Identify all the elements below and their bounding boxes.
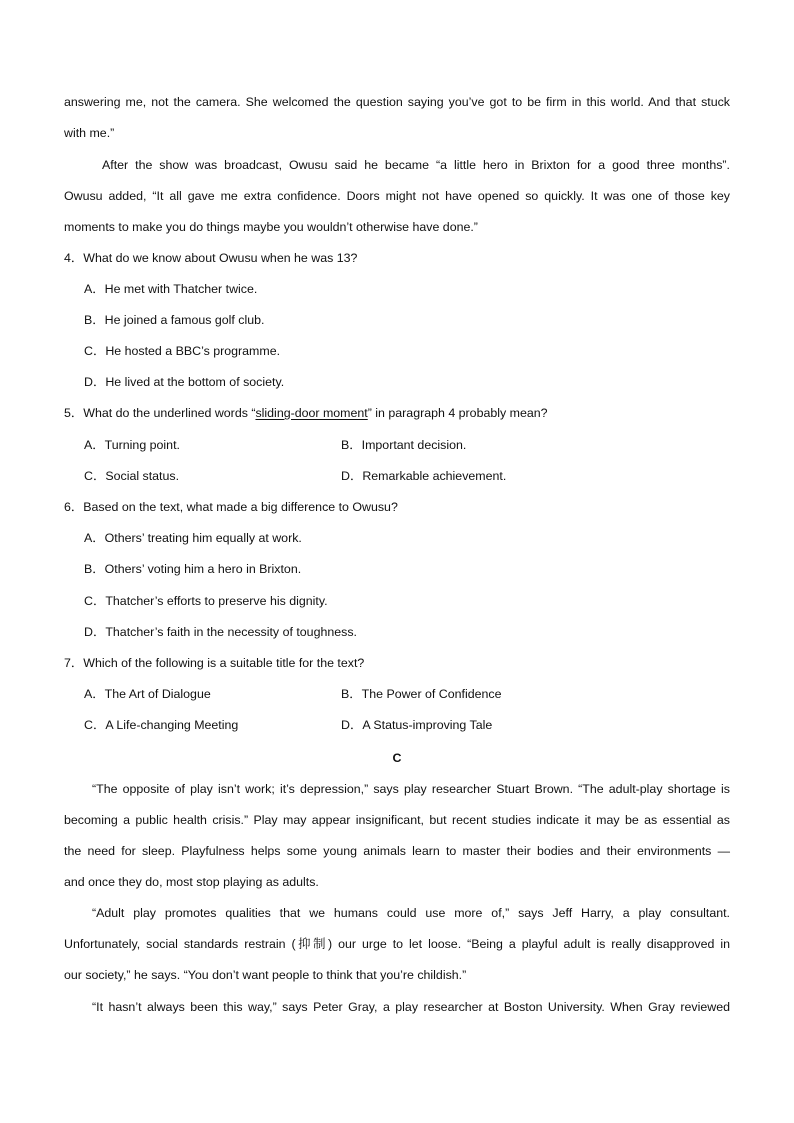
question-stem: 6．Based on the text, what made a big difference to Owusu? [64, 500, 398, 514]
question-stem: 5．What do the underlined words “sliding-door moment” in paragraph 4 probably mean? [64, 406, 548, 420]
paragraph-line: After the show was broadcast, Owusu said he became “a little hero in Brixton for a good three months”. [102, 158, 730, 172]
option-c[interactable]: C．He hosted a BBC’s programme. [84, 344, 281, 358]
option-d[interactable]: D．Thatcher’s faith in the necessity of toughness. [84, 625, 357, 639]
option-c[interactable]: C．Thatcher’s efforts to preserve his dignity. [84, 594, 328, 608]
paragraph-line: answering me, not the camera. She welcomed the question saying you’ve got to be firm in this world. And that stuck [64, 95, 730, 109]
paragraph-line: becoming a public health crisis.” Play may appear insignificant, but recent studies indicate it may be as essential as [64, 813, 730, 827]
option-c[interactable]: C．Social status. [84, 469, 180, 483]
paragraph-line: with me.” [64, 126, 115, 140]
paragraph-line: our society,” he says. “You don’t want people to think that you’re childish.” [64, 968, 467, 982]
option-a[interactable]: A．Turning point. [84, 438, 180, 452]
paragraph-line: “It hasn’t always been this way,” says Peter Gray, a play researcher at Boston University. When Gray reviewed [92, 1000, 730, 1014]
paragraph-line: the need for sleep. Playfulness helps some young animals learn to master their bodies and their environments — [64, 844, 730, 858]
option-d[interactable]: D．He lived at the bottom of society. [84, 375, 285, 389]
option-b[interactable]: B．The Power of Confidence [341, 687, 502, 701]
paragraph-line: and once they do, most stop playing as adults. [64, 875, 319, 889]
option-d[interactable]: D．A Status-improving Tale [341, 718, 493, 732]
option-b[interactable]: B．Important decision. [341, 438, 467, 452]
paragraph-line: “The opposite of play isn’t work; it’s depression,” says play researcher Stuart Brown. “The adult-play shortage is [92, 782, 730, 796]
option-b[interactable]: B．Others’ voting him a hero in Brixton. [84, 562, 302, 576]
option-b[interactable]: B．He joined a famous golf club. [84, 313, 265, 327]
question-stem: 7．Which of the following is a suitable title for the text? [64, 656, 365, 670]
option-d[interactable]: D．Remarkable achievement. [341, 469, 507, 483]
paragraph-line: Unfortunately, social standards restrain (抑制) our urge to let loose. “Being a playful adult is really disapproved in [64, 937, 730, 951]
option-a[interactable]: A．He met with Thatcher twice. [84, 282, 258, 296]
underlined-phrase: sliding-door moment [255, 406, 368, 420]
paragraph-line: moments to make you do things maybe you wouldn’t otherwise have done.” [64, 220, 478, 234]
option-a[interactable]: A．The Art of Dialogue [84, 687, 211, 701]
question-stem: 4．What do we know about Owusu when he was 13? [64, 251, 358, 265]
option-c[interactable]: C．A Life-changing Meeting [84, 718, 239, 732]
paragraph-line: “Adult play promotes qualities that we humans could use more of,” says Jeff Harry, a play consultant. [92, 906, 730, 920]
section-heading: C [392, 751, 402, 765]
paragraph-line: Owusu added, “It all gave me extra confidence. Doors might not have opened so quickly. It was one of those key [64, 189, 730, 203]
option-a[interactable]: A．Others’ treating him equally at work. [84, 531, 302, 545]
